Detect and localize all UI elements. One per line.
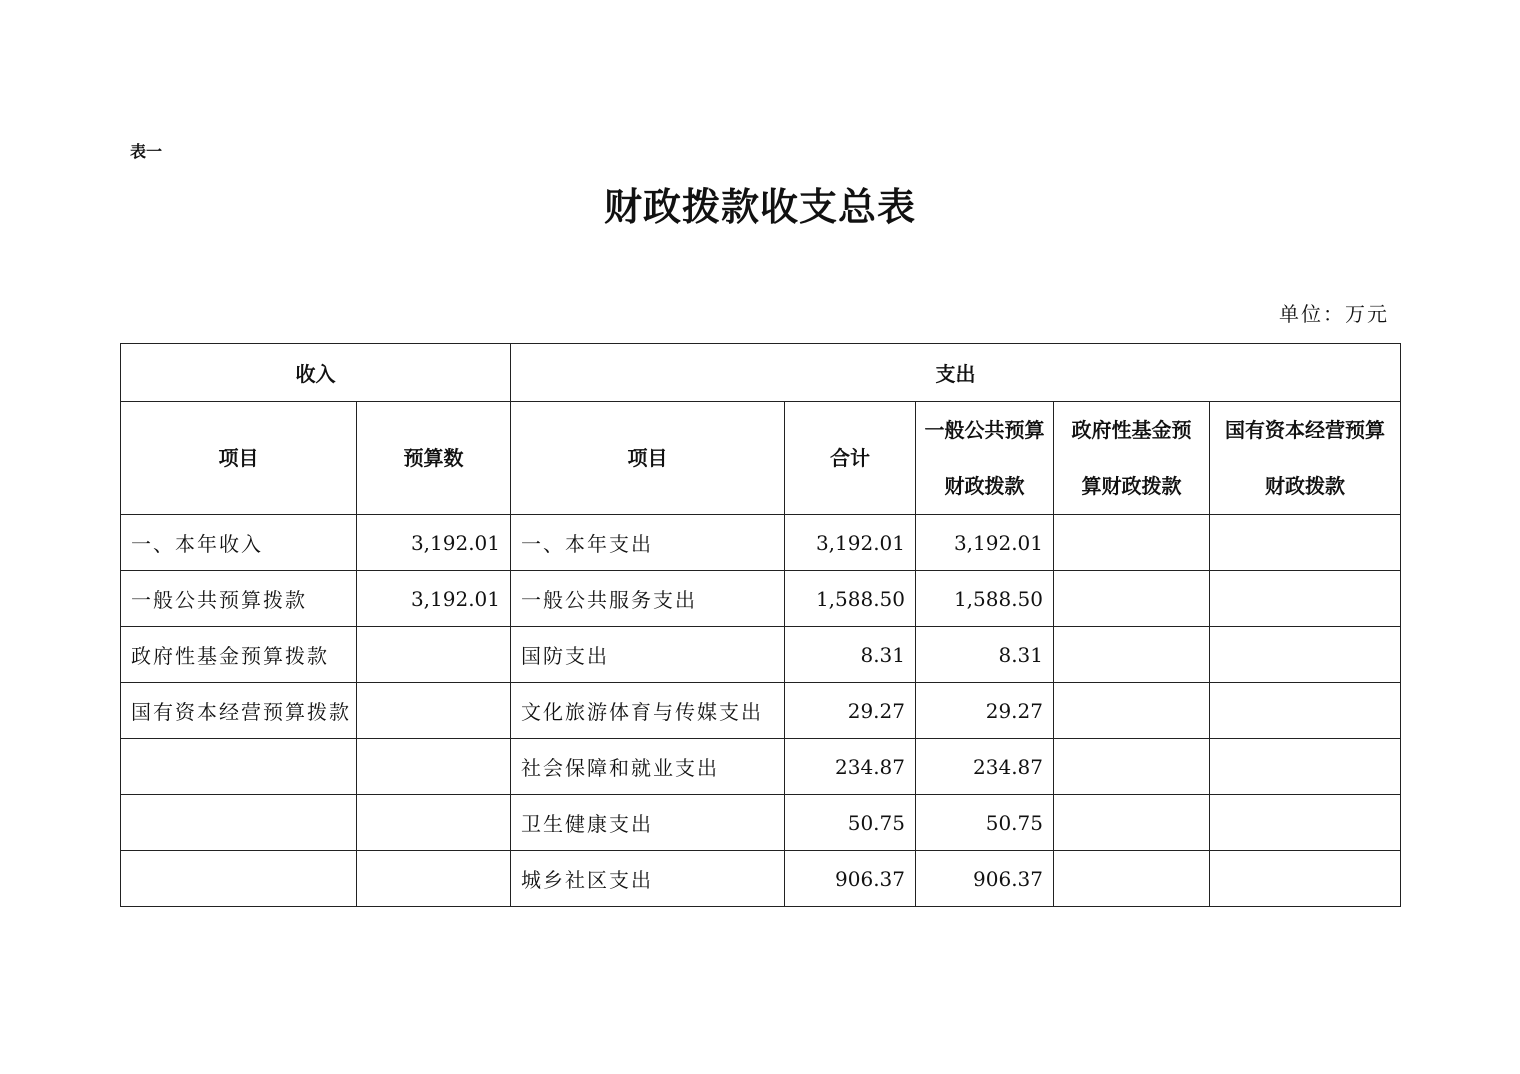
cell-income-budget (357, 683, 511, 739)
cell-gov-fund (1054, 627, 1210, 683)
cell-gov-fund (1054, 851, 1210, 907)
cell-income-item: 政府性基金预算拨款 (121, 627, 357, 683)
cell-state-capital (1210, 795, 1401, 851)
cell-income-item (121, 851, 357, 907)
table-row (121, 571, 1401, 627)
table-row (121, 515, 1401, 571)
page-title: 财政拨款收支总表 (603, 185, 916, 229)
cell-expense-item: 一、本年支出 (511, 515, 785, 571)
cell-expense-total: 234.87 (785, 739, 916, 795)
cell-income-item: 一、本年收入 (121, 515, 357, 571)
table-row (121, 739, 1401, 795)
cell-income-budget (357, 851, 511, 907)
col-header-general-public: 一般公共预算财政拨款 (916, 402, 1054, 515)
income-group-header: 收入 (121, 344, 511, 402)
cell-state-capital (1210, 851, 1401, 907)
cell-state-capital (1210, 739, 1401, 795)
cell-gov-fund (1054, 683, 1210, 739)
cell-expense-item: 城乡社区支出 (511, 851, 785, 907)
cell-gov-fund (1054, 795, 1210, 851)
cell-general-public: 1,588.50 (916, 571, 1054, 627)
cell-income-budget: 3,192.01 (357, 571, 511, 627)
table-row (121, 683, 1401, 739)
cell-expense-item: 一般公共服务支出 (511, 571, 785, 627)
cell-income-budget (357, 739, 511, 795)
cell-income-item (121, 739, 357, 795)
cell-gov-fund (1054, 739, 1210, 795)
cell-state-capital (1210, 571, 1401, 627)
col-header-expense-total: 合计 (785, 402, 916, 515)
table-row (121, 627, 1401, 683)
cell-income-item: 一般公共预算拨款 (121, 571, 357, 627)
cell-income-budget: 3,192.01 (357, 515, 511, 571)
cell-general-public: 29.27 (916, 683, 1054, 739)
cell-expense-item: 社会保障和就业支出 (511, 739, 785, 795)
cell-state-capital (1210, 627, 1401, 683)
cell-expense-total: 1,588.50 (785, 571, 916, 627)
cell-expense-total: 906.37 (785, 851, 916, 907)
cell-income-item (121, 795, 357, 851)
col-header-income-budget: 预算数 (357, 402, 511, 515)
cell-general-public: 234.87 (916, 739, 1054, 795)
cell-state-capital (1210, 683, 1401, 739)
fiscal-appropriation-table (120, 343, 1401, 907)
cell-general-public: 50.75 (916, 795, 1054, 851)
cell-state-capital (1210, 515, 1401, 571)
cell-general-public: 8.31 (916, 627, 1054, 683)
col-header-state-capital: 国有资本经营预算财政拨款 (1210, 402, 1401, 515)
cell-expense-total: 29.27 (785, 683, 916, 739)
cell-general-public: 3,192.01 (916, 515, 1054, 571)
table-label: 表一 (130, 142, 163, 161)
cell-gov-fund (1054, 571, 1210, 627)
cell-expense-item: 卫生健康支出 (511, 795, 785, 851)
cell-general-public: 906.37 (916, 851, 1054, 907)
cell-income-budget (357, 627, 511, 683)
cell-expense-total: 3,192.01 (785, 515, 916, 571)
group-header-row (121, 344, 1401, 402)
cell-expense-item: 国防支出 (511, 627, 785, 683)
cell-gov-fund (1054, 515, 1210, 571)
col-header-expense-item: 项目 (511, 402, 785, 515)
cell-income-item: 国有资本经营预算拨款 (121, 683, 357, 739)
cell-expense-item: 文化旅游体育与传媒支出 (511, 683, 785, 739)
column-header-row (121, 402, 1401, 515)
col-header-income-item: 项目 (121, 402, 357, 515)
unit-label: 单位：万元 (1279, 302, 1389, 326)
cell-expense-total: 8.31 (785, 627, 916, 683)
col-header-gov-fund: 政府性基金预算财政拨款 (1054, 402, 1210, 515)
table-row (121, 851, 1401, 907)
cell-expense-total: 50.75 (785, 795, 916, 851)
expense-group-header: 支出 (511, 344, 1401, 402)
cell-income-budget (357, 795, 511, 851)
table-row (121, 795, 1401, 851)
